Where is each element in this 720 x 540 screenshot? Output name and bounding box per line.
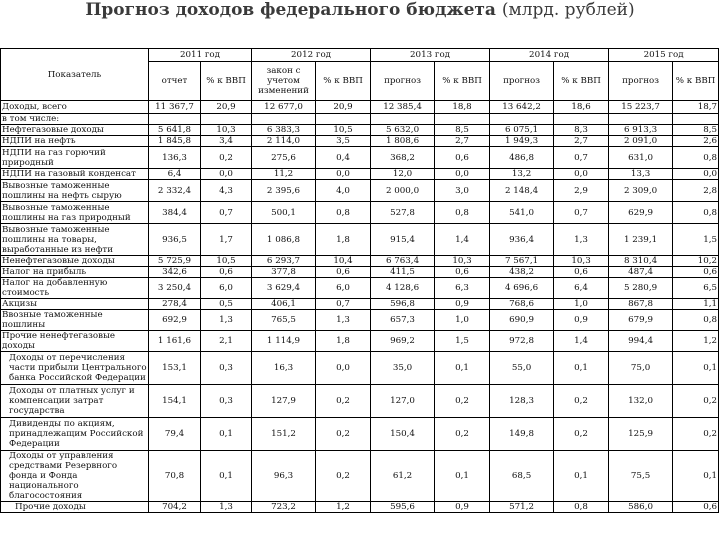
row-label: Вывозные таможенные пошлины на нефть сырую — [1, 180, 149, 202]
cell-value: 61,2 — [371, 451, 435, 502]
cell-value: 6,4 — [554, 278, 609, 299]
cell-value: 0,0 — [554, 169, 609, 180]
table-row — [1, 224, 719, 256]
cell-value: 151,2 — [252, 418, 316, 451]
table-row — [1, 331, 719, 352]
subcol-header: % к ВВП — [435, 62, 490, 101]
row-label: НДПИ на газ горючий природный — [1, 147, 149, 169]
cell-value: 0,1 — [201, 451, 252, 502]
cell-value: 10,2 — [673, 256, 719, 267]
cell-value: 2,7 — [554, 136, 609, 147]
cell-value: 0,8 — [435, 202, 490, 224]
cell-value: 8,5 — [673, 125, 719, 136]
row-label: Ненефтегазовые доходы — [1, 256, 149, 267]
cell-value: 1,0 — [554, 299, 609, 310]
cell-value: 765,5 — [252, 310, 316, 331]
cell-value: 0,7 — [316, 299, 371, 310]
cell-value: 8,5 — [435, 125, 490, 136]
cell-value: 411,5 — [371, 267, 435, 278]
cell-value: 20,9 — [201, 101, 252, 114]
cell-value: 127,9 — [252, 385, 316, 418]
indicator-header: Показатель — [1, 49, 149, 101]
cell-value: 1 239,1 — [609, 224, 673, 256]
cell-value: 0,6 — [673, 502, 719, 513]
cell-value: 1,3 — [201, 310, 252, 331]
cell-value: 0,1 — [435, 451, 490, 502]
cell-value: 7 567,1 — [490, 256, 554, 267]
page-title — [0, 0, 720, 22]
cell-value: 4 128,6 — [371, 278, 435, 299]
cell-value: 586,0 — [609, 502, 673, 513]
cell-value: 994,4 — [609, 331, 673, 352]
row-label: Налог на добавленную стоимость — [1, 278, 149, 299]
cell-value: 595,6 — [371, 502, 435, 513]
cell-value: 75,0 — [609, 352, 673, 385]
cell-value: 0,1 — [554, 352, 609, 385]
cell-value: 2 091,0 — [609, 136, 673, 147]
cell-value: 342,6 — [149, 267, 201, 278]
row-label: в том числе: — [1, 114, 149, 125]
cell-value: 4 696,6 — [490, 278, 554, 299]
cell-value: 0,2 — [673, 418, 719, 451]
cell-value: 527,8 — [371, 202, 435, 224]
cell-value: 2,1 — [201, 331, 252, 352]
cell-value: 10,3 — [435, 256, 490, 267]
cell-value: 127,0 — [371, 385, 435, 418]
table-row — [1, 310, 719, 331]
cell-value: 0,0 — [435, 169, 490, 180]
cell-value: 969,2 — [371, 331, 435, 352]
cell-value: 0,6 — [554, 267, 609, 278]
cell-value: 0,6 — [316, 267, 371, 278]
cell-value: 629,9 — [609, 202, 673, 224]
cell-value: 1,3 — [201, 502, 252, 513]
cell-value: 0,1 — [673, 352, 719, 385]
cell-value: 0,2 — [435, 418, 490, 451]
cell-value: 5 280,9 — [609, 278, 673, 299]
cell-value: 0,9 — [554, 310, 609, 331]
cell-value: 10,5 — [316, 125, 371, 136]
cell-value: 12,0 — [371, 169, 435, 180]
cell-value: 679,9 — [609, 310, 673, 331]
cell-value: 11,2 — [252, 169, 316, 180]
cell-value: 692,9 — [149, 310, 201, 331]
row-label: Налог на прибыль — [1, 267, 149, 278]
subcol-header: отчет — [149, 62, 201, 101]
cell-value: 6 075,1 — [490, 125, 554, 136]
cell-value: 631,0 — [609, 147, 673, 169]
table-row — [1, 502, 719, 513]
row-label: Доходы, всего — [1, 101, 149, 114]
table-row — [1, 101, 719, 114]
cell-value: 275,6 — [252, 147, 316, 169]
cell-value: 936,5 — [149, 224, 201, 256]
subcol-header: % к ВВП — [201, 62, 252, 101]
cell-value: 438,2 — [490, 267, 554, 278]
table-row — [1, 169, 719, 180]
cell-value: 571,2 — [490, 502, 554, 513]
cell-value: 0,4 — [316, 147, 371, 169]
row-label: Доходы от перечисления части прибыли Центрального банка Российской Федерации — [1, 352, 149, 385]
cell-value — [673, 114, 719, 125]
table-row — [1, 299, 719, 310]
row-label: Прочие доходы — [1, 502, 149, 513]
cell-value: 1,1 — [673, 299, 719, 310]
subcol-header: прогноз — [609, 62, 673, 101]
cell-value: 690,9 — [490, 310, 554, 331]
table-row — [1, 352, 719, 385]
cell-value — [149, 114, 201, 125]
cell-value: 5 725,9 — [149, 256, 201, 267]
cell-value: 6,0 — [316, 278, 371, 299]
cell-value: 0,0 — [201, 169, 252, 180]
cell-value: 55,0 — [490, 352, 554, 385]
title-main: Прогноз доходов федерального бюджета — [85, 0, 496, 20]
cell-value: 3,5 — [316, 136, 371, 147]
cell-value: 2 332,4 — [149, 180, 201, 202]
cell-value: 704,2 — [149, 502, 201, 513]
cell-value: 406,1 — [252, 299, 316, 310]
cell-value: 3,4 — [201, 136, 252, 147]
cell-value: 972,8 — [490, 331, 554, 352]
cell-value — [609, 114, 673, 125]
table-row — [1, 147, 719, 169]
row-label: Доходы от управления средствами Резервного фонда и Фонда национального благосостояния — [1, 451, 149, 502]
cell-value: 0,2 — [435, 385, 490, 418]
cell-value: 368,2 — [371, 147, 435, 169]
cell-value: 0,7 — [554, 202, 609, 224]
table-row — [1, 125, 719, 136]
cell-value: 5 641,8 — [149, 125, 201, 136]
cell-value: 0,1 — [435, 352, 490, 385]
cell-value: 10,4 — [316, 256, 371, 267]
cell-value: 487,4 — [609, 267, 673, 278]
table-row — [1, 385, 719, 418]
cell-value: 10,3 — [554, 256, 609, 267]
row-label: Ввозные таможенные пошлины — [1, 310, 149, 331]
year-header-2015: 2015 год — [609, 49, 719, 62]
cell-value: 0,8 — [316, 202, 371, 224]
cell-value: 0,2 — [316, 451, 371, 502]
cell-value: 384,4 — [149, 202, 201, 224]
cell-value: 0,2 — [554, 385, 609, 418]
cell-value: 0,8 — [673, 310, 719, 331]
cell-value: 936,4 — [490, 224, 554, 256]
cell-value: 8,3 — [554, 125, 609, 136]
cell-value: 2 114,0 — [252, 136, 316, 147]
cell-value: 0,0 — [673, 169, 719, 180]
cell-value: 0,2 — [554, 418, 609, 451]
cell-value: 6 763,4 — [371, 256, 435, 267]
cell-value: 2,8 — [673, 180, 719, 202]
cell-value: 3 629,4 — [252, 278, 316, 299]
cell-value: 15 223,7 — [609, 101, 673, 114]
cell-value: 0,6 — [201, 267, 252, 278]
row-label: Вывозные таможенные пошлины на товары, выработанные из нефти — [1, 224, 149, 256]
cell-value: 12 677,0 — [252, 101, 316, 114]
cell-value: 2,9 — [554, 180, 609, 202]
cell-value: 132,0 — [609, 385, 673, 418]
cell-value: 1 845,8 — [149, 136, 201, 147]
cell-value: 6 913,3 — [609, 125, 673, 136]
cell-value: 11 367,7 — [149, 101, 201, 114]
cell-value: 1,7 — [201, 224, 252, 256]
row-label: Дивиденды по акциям, принадлежащим Российской Федерации — [1, 418, 149, 451]
table-row — [1, 267, 719, 278]
cell-value: 657,3 — [371, 310, 435, 331]
cell-value: 0,7 — [201, 202, 252, 224]
cell-value: 10,3 — [201, 125, 252, 136]
revenue-forecast-table — [0, 48, 719, 513]
table-row — [1, 136, 719, 147]
cell-value: 6,4 — [149, 169, 201, 180]
cell-value: 486,8 — [490, 147, 554, 169]
cell-value: 16,3 — [252, 352, 316, 385]
cell-value: 1 161,6 — [149, 331, 201, 352]
cell-value: 0,0 — [316, 169, 371, 180]
cell-value: 0,8 — [673, 202, 719, 224]
cell-value: 6,3 — [435, 278, 490, 299]
subcol-header: % к ВВП — [673, 62, 719, 101]
table-row — [1, 114, 719, 125]
cell-value — [316, 114, 371, 125]
cell-value: 20,9 — [316, 101, 371, 114]
cell-value: 1,0 — [435, 310, 490, 331]
cell-value: 0,8 — [673, 147, 719, 169]
cell-value — [252, 114, 316, 125]
cell-value: 1 086,8 — [252, 224, 316, 256]
cell-value: 8 310,4 — [609, 256, 673, 267]
cell-value: 0,8 — [554, 502, 609, 513]
cell-value: 1,5 — [435, 331, 490, 352]
cell-value: 2,7 — [435, 136, 490, 147]
cell-value: 0,0 — [316, 352, 371, 385]
year-header-2012: 2012 год — [252, 49, 371, 62]
table-row — [1, 278, 719, 299]
cell-value: 1,2 — [673, 331, 719, 352]
cell-value: 0,2 — [201, 147, 252, 169]
cell-value: 13,3 — [609, 169, 673, 180]
cell-value: 915,4 — [371, 224, 435, 256]
table-row — [1, 418, 719, 451]
cell-value: 0,9 — [435, 502, 490, 513]
cell-value: 125,9 — [609, 418, 673, 451]
table-row — [1, 180, 719, 202]
cell-value: 10,5 — [201, 256, 252, 267]
cell-value: 6 383,3 — [252, 125, 316, 136]
cell-value: 96,3 — [252, 451, 316, 502]
row-label: Доходы от платных услуг и компенсации затрат государства — [1, 385, 149, 418]
row-label: Нефтегазовые доходы — [1, 125, 149, 136]
table-row — [1, 202, 719, 224]
cell-value: 500,1 — [252, 202, 316, 224]
cell-value: 1,5 — [673, 224, 719, 256]
year-header-2011: 2011 год — [149, 49, 252, 62]
cell-value — [554, 114, 609, 125]
cell-value: 35,0 — [371, 352, 435, 385]
table-row — [1, 451, 719, 502]
cell-value: 153,1 — [149, 352, 201, 385]
cell-value: 867,8 — [609, 299, 673, 310]
cell-value: 768,6 — [490, 299, 554, 310]
cell-value: 723,2 — [252, 502, 316, 513]
cell-value — [371, 114, 435, 125]
cell-value: 1 949,3 — [490, 136, 554, 147]
cell-value: 0,7 — [554, 147, 609, 169]
cell-value: 0,3 — [201, 352, 252, 385]
cell-value: 1,8 — [316, 224, 371, 256]
table-body — [1, 101, 719, 513]
cell-value: 1 808,6 — [371, 136, 435, 147]
cell-value: 154,1 — [149, 385, 201, 418]
cell-value: 596,8 — [371, 299, 435, 310]
title-unit: (млрд. рублей) — [501, 0, 635, 20]
subcol-header: прогноз — [371, 62, 435, 101]
cell-value: 0,1 — [673, 451, 719, 502]
subcol-header: прогноз — [490, 62, 554, 101]
cell-value: 0,2 — [316, 418, 371, 451]
cell-value: 0,6 — [435, 147, 490, 169]
cell-value: 128,3 — [490, 385, 554, 418]
cell-value: 150,4 — [371, 418, 435, 451]
cell-value: 0,3 — [201, 385, 252, 418]
cell-value: 6 293,7 — [252, 256, 316, 267]
cell-value: 18,6 — [554, 101, 609, 114]
cell-value: 79,4 — [149, 418, 201, 451]
cell-value: 0,1 — [201, 418, 252, 451]
cell-value: 0,2 — [316, 385, 371, 418]
cell-value: 541,0 — [490, 202, 554, 224]
cell-value: 0,6 — [673, 267, 719, 278]
cell-value: 13 642,2 — [490, 101, 554, 114]
row-label: НДПИ на нефть — [1, 136, 149, 147]
cell-value: 149,8 — [490, 418, 554, 451]
cell-value — [490, 114, 554, 125]
subcol-header: % к ВВП — [316, 62, 371, 101]
year-header-2014: 2014 год — [490, 49, 609, 62]
cell-value: 2,6 — [673, 136, 719, 147]
cell-value: 1,3 — [316, 310, 371, 331]
cell-value: 0,6 — [435, 267, 490, 278]
cell-value: 0,2 — [673, 385, 719, 418]
cell-value: 1,4 — [435, 224, 490, 256]
cell-value: 2 000,0 — [371, 180, 435, 202]
cell-value: 12 385,4 — [371, 101, 435, 114]
cell-value: 377,8 — [252, 267, 316, 278]
header-years-row — [1, 49, 719, 62]
cell-value: 4,0 — [316, 180, 371, 202]
cell-value: 5 632,0 — [371, 125, 435, 136]
cell-value: 1,4 — [554, 331, 609, 352]
row-label: Вывозные таможенные пошлины на газ природный — [1, 202, 149, 224]
cell-value — [435, 114, 490, 125]
cell-value: 2 148,4 — [490, 180, 554, 202]
cell-value: 6,0 — [201, 278, 252, 299]
cell-value: 0,1 — [554, 451, 609, 502]
cell-value: 0,9 — [435, 299, 490, 310]
row-label: Акцизы — [1, 299, 149, 310]
row-label: Прочие ненефтегазовые доходы — [1, 331, 149, 352]
cell-value: 278,4 — [149, 299, 201, 310]
cell-value: 2 395,6 — [252, 180, 316, 202]
year-header-2013: 2013 год — [371, 49, 490, 62]
cell-value: 3,0 — [435, 180, 490, 202]
cell-value — [201, 114, 252, 125]
cell-value: 75,5 — [609, 451, 673, 502]
cell-value: 1,2 — [316, 502, 371, 513]
cell-value: 3 250,4 — [149, 278, 201, 299]
cell-value: 1,3 — [554, 224, 609, 256]
cell-value: 18,7 — [673, 101, 719, 114]
cell-value: 68,5 — [490, 451, 554, 502]
cell-value: 1,8 — [316, 331, 371, 352]
subcol-header: % к ВВП — [554, 62, 609, 101]
cell-value: 136,3 — [149, 147, 201, 169]
row-label: НДПИ на газовый конденсат — [1, 169, 149, 180]
cell-value: 0,5 — [201, 299, 252, 310]
cell-value: 6,5 — [673, 278, 719, 299]
cell-value: 70,8 — [149, 451, 201, 502]
cell-value: 4,3 — [201, 180, 252, 202]
cell-value: 2 309,0 — [609, 180, 673, 202]
cell-value: 1 114,9 — [252, 331, 316, 352]
subcol-header: закон с учетом изменений — [252, 62, 316, 101]
table-row — [1, 256, 719, 267]
cell-value: 18,8 — [435, 101, 490, 114]
cell-value: 13,2 — [490, 169, 554, 180]
